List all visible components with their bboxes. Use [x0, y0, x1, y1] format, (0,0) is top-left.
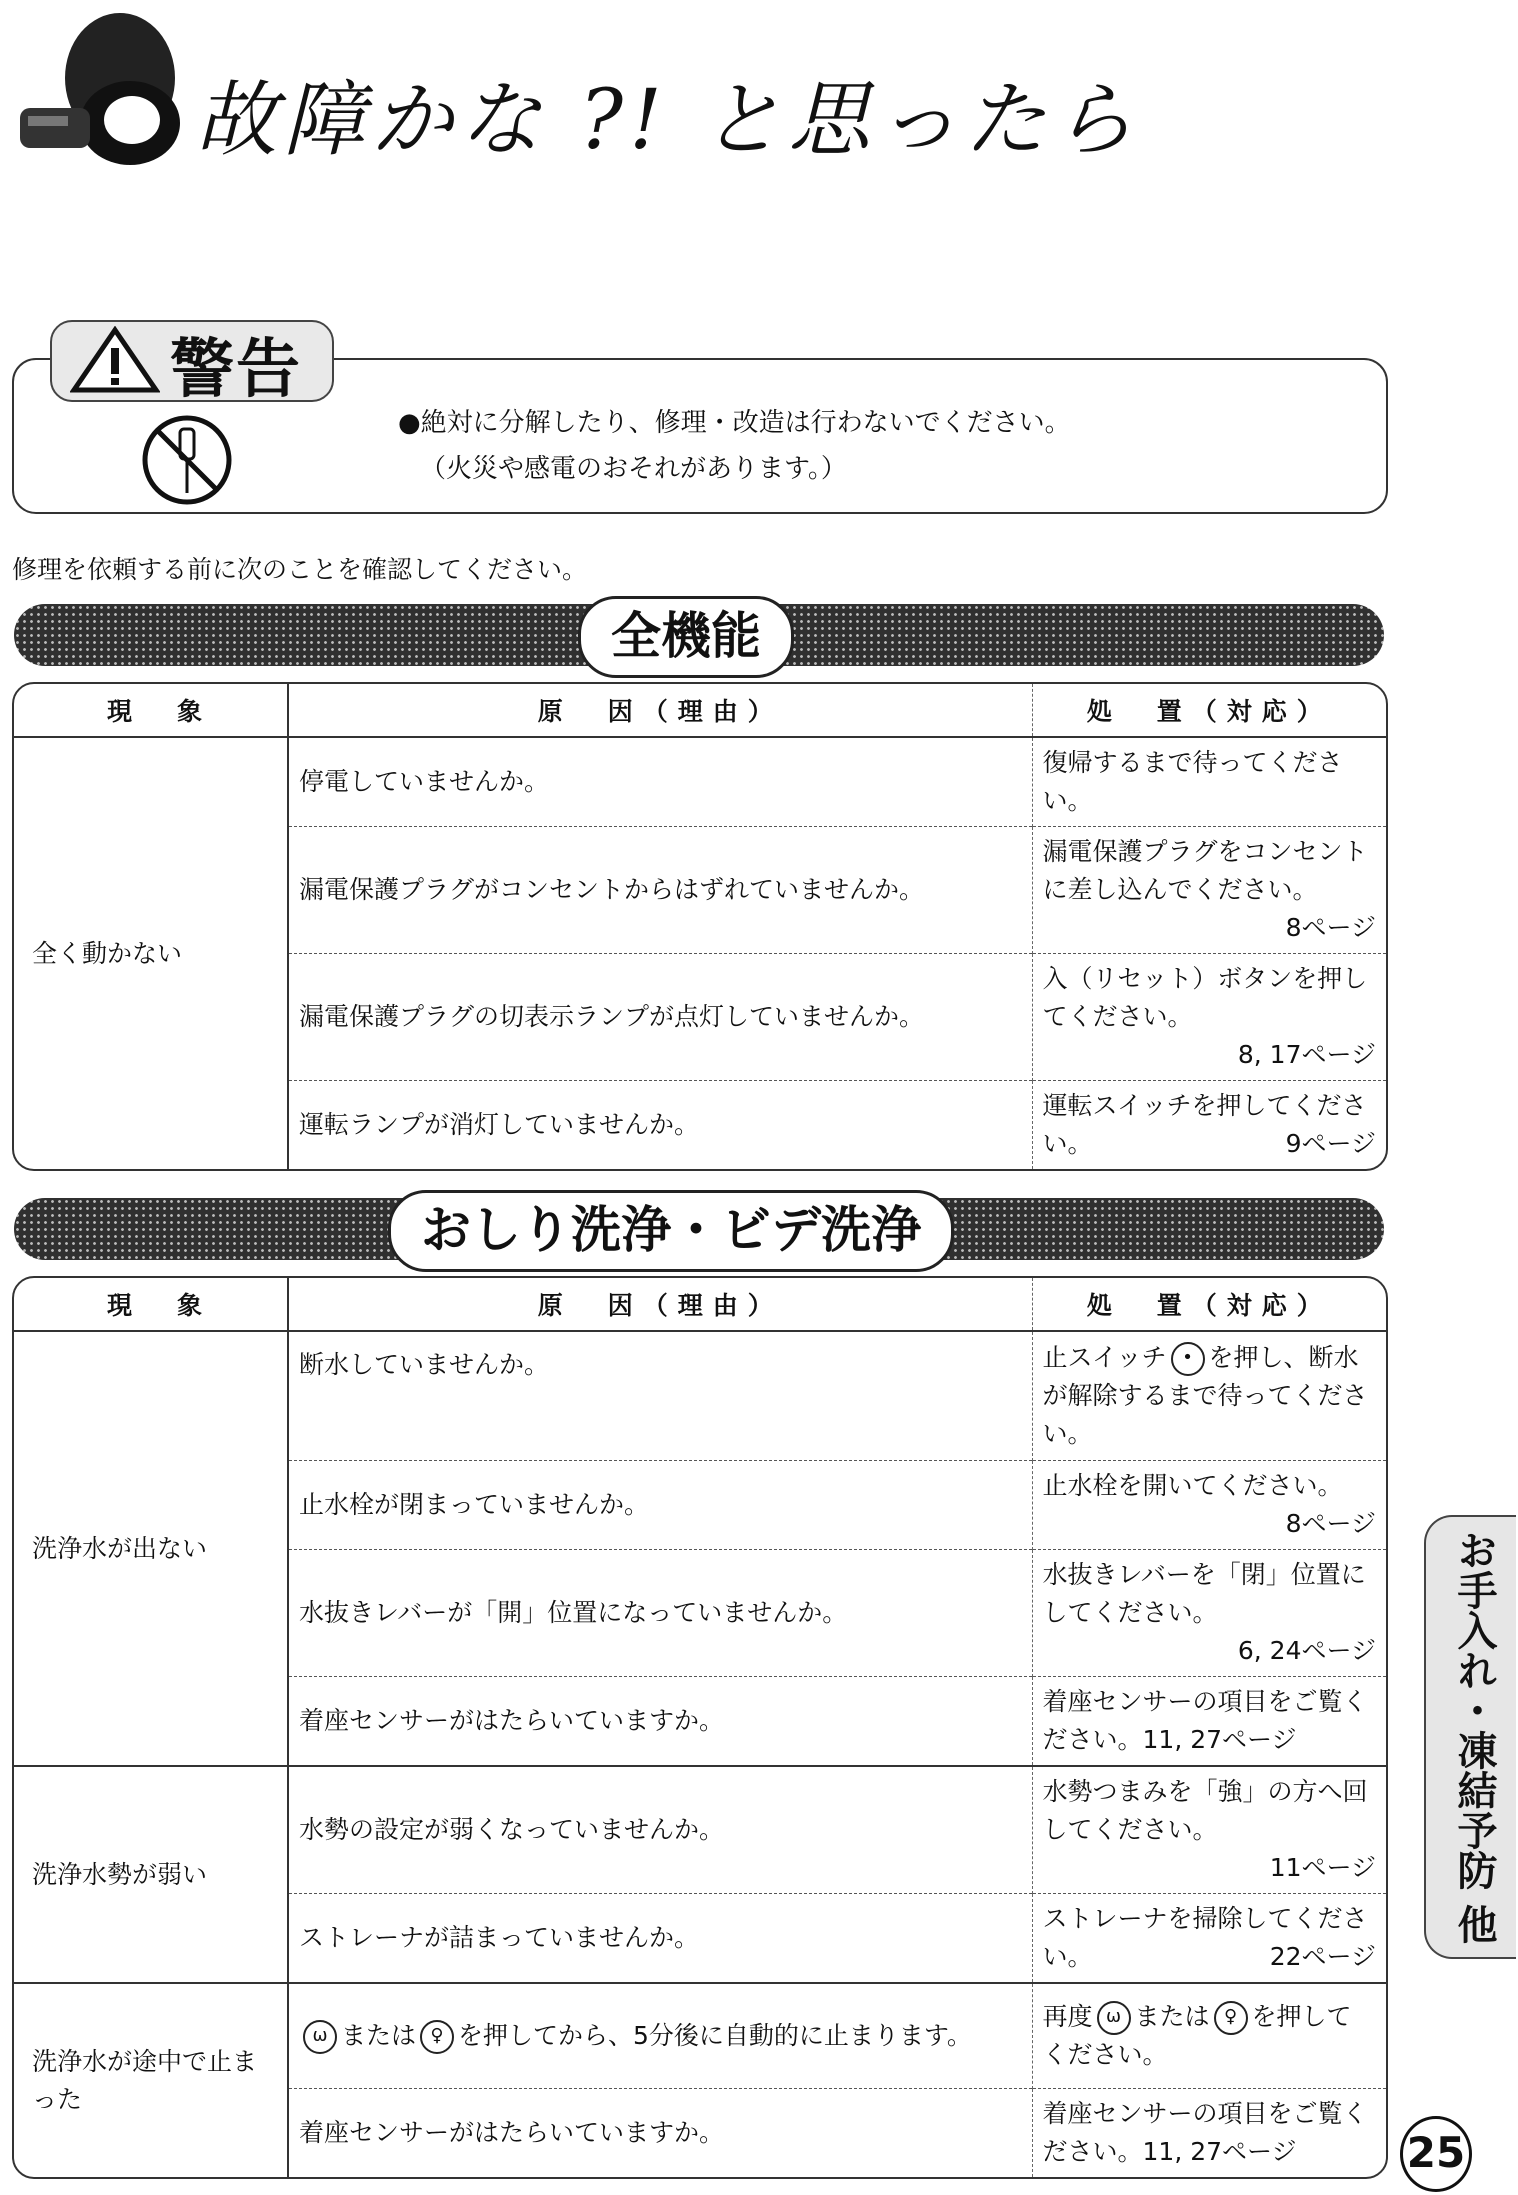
bidet-wash-icon: ♀ — [1214, 2001, 1248, 2035]
table-header-row — [14, 684, 1386, 737]
page-ref: 22ページ — [1269, 1942, 1376, 1971]
page-ref: 8ページ — [1285, 913, 1376, 942]
action-text: 着座センサーの項目をご覧ください。 — [1042, 1687, 1368, 1754]
action-text: 運転スイッチを押してください。 — [1042, 1091, 1367, 1158]
action-cell — [1032, 2089, 1386, 2178]
cause-cell: 断水していませんか。 — [288, 1331, 1032, 1461]
warning-line-2: （火災や感電のおそれがあります。） — [420, 454, 847, 484]
action-text: 止水栓を開いてください。 — [1042, 1471, 1343, 1500]
action-text: 漏電保護プラグをコンセントに差し込んでください。 — [1042, 837, 1368, 904]
page-ref: 11, 27ページ — [1142, 2137, 1297, 2166]
action-text: 入（リセット）ボタンを押してください。 — [1042, 964, 1368, 1031]
header-cause: 原 因（理由） — [288, 1278, 1032, 1331]
section-title-all-functions: 全機能 — [578, 596, 794, 678]
cause-cell: 着座センサーがはたらいていますか。 — [288, 1677, 1032, 1767]
cause-cell: 止水栓が閉まっていませんか。 — [288, 1461, 1032, 1550]
cause-cell: 着座センサーがはたらいていますか。 — [288, 2089, 1032, 2178]
action-cell — [1032, 1461, 1386, 1550]
page-ref: 9ページ — [1285, 1129, 1376, 1158]
action-cell: 復帰するまで待ってください。 — [1042, 748, 1343, 815]
rear-wash-icon: ω — [303, 2020, 337, 2054]
action-text: 水勢つまみを「強」の方へ回してください。 — [1042, 1777, 1368, 1844]
action-text: を押してください。 — [1042, 2002, 1352, 2069]
table-row — [14, 737, 1386, 827]
header-action: 処 置（対応） — [1032, 1278, 1386, 1331]
symptom-cell: 洗浄水が途中で止まった — [14, 1983, 288, 2177]
cause-cell: ストレーナが詰まっていませんか。 — [288, 1894, 1032, 1984]
bidet-wash-icon: ♀ — [420, 2020, 454, 2054]
action-cell — [1032, 1677, 1386, 1767]
table-washing — [12, 1276, 1388, 2179]
page-ref: 11ページ — [1269, 1853, 1376, 1882]
action-cell — [1032, 1766, 1386, 1894]
action-text: 止スイッチ — [1042, 1343, 1167, 1372]
action-cell — [1032, 1550, 1386, 1677]
cause-cell — [288, 1983, 1032, 2089]
action-cell — [1032, 1983, 1386, 2089]
header-cause: 原 因（理由） — [288, 684, 1032, 737]
page-ref: 8, 17ページ — [1237, 1040, 1376, 1069]
symptom-cell: 洗浄水が出ない — [14, 1331, 288, 1766]
cause-cell: 停電していませんか。 — [288, 737, 1032, 827]
warning-triangle-icon — [70, 326, 160, 394]
action-text: を押し、断水が解除するまで待ってください。 — [1042, 1343, 1368, 1448]
warning-label: 警告 — [170, 333, 302, 407]
header-symptom: 現 象 — [14, 684, 288, 737]
symptom-cell: 全く動かない — [14, 737, 288, 1169]
action-text: 水抜きレバーを「閉」位置にしてください。 — [1042, 1560, 1366, 1627]
action-text: 着座センサーの項目をご覧ください。 — [1042, 2099, 1368, 2166]
page-ref: 11, 27ページ — [1142, 1725, 1297, 1754]
action-text: 再度 — [1042, 2002, 1093, 2031]
toilet-seat-icon — [10, 8, 180, 168]
action-cell — [1032, 954, 1386, 1081]
section-title-washing: おしり洗浄・ビデ洗浄 — [388, 1190, 954, 1272]
page-ref: 6, 24ページ — [1237, 1636, 1376, 1665]
table-all-functions — [12, 682, 1388, 1171]
cause-cell: 漏電保護プラグの切表示ランプが点灯していませんか。 — [288, 954, 1032, 1081]
cause-cell: 漏電保護プラグがコンセントからはずれていませんか。 — [288, 827, 1032, 954]
action-text: ストレーナを掃除してください。 — [1042, 1904, 1368, 1971]
table-header-row — [14, 1278, 1386, 1331]
action-cell — [1032, 827, 1386, 954]
action-cell — [1032, 1081, 1386, 1170]
rear-wash-icon: ω — [1097, 2001, 1131, 2035]
cause-cell: 運転ランプが消灯していませんか。 — [288, 1081, 1032, 1170]
page-number: 25 — [1400, 2116, 1472, 2192]
action-cell — [1032, 1331, 1386, 1461]
table-row — [14, 1983, 1386, 2089]
page-title: 故障かな ?! と思ったら — [195, 73, 1141, 168]
no-disassembly-icon — [140, 413, 234, 507]
symptom-cell: 洗浄水勢が弱い — [14, 1766, 288, 1983]
warning-line-1: ●絶対に分解したり、修理・改造は行わないでください。 — [398, 408, 1071, 438]
cause-text: を押してから、5分後に自動的に止まります。 — [458, 2021, 972, 2050]
stop-switch-icon: • — [1171, 1342, 1205, 1376]
action-cell — [1032, 1894, 1386, 1984]
action-text: または — [1134, 2002, 1210, 2031]
cause-cell: 水抜きレバーが「開」位置になっていませんか。 — [288, 1550, 1032, 1677]
page-ref: 8ページ — [1285, 1509, 1376, 1538]
cause-cell: 水勢の設定が弱くなっていませんか。 — [288, 1766, 1032, 1894]
header-action: 処 置（対応） — [1032, 684, 1386, 737]
side-tab-label: お手入れ・凍結予防 他 — [1451, 1530, 1497, 1944]
table-row — [14, 1331, 1386, 1461]
warning-text — [398, 400, 1071, 492]
header-symptom: 現 象 — [14, 1278, 288, 1331]
cause-text: または — [341, 2021, 417, 2050]
intro-text: 修理を依頼する前に次のことを確認してください。 — [12, 555, 588, 584]
table-row — [14, 1766, 1386, 1894]
